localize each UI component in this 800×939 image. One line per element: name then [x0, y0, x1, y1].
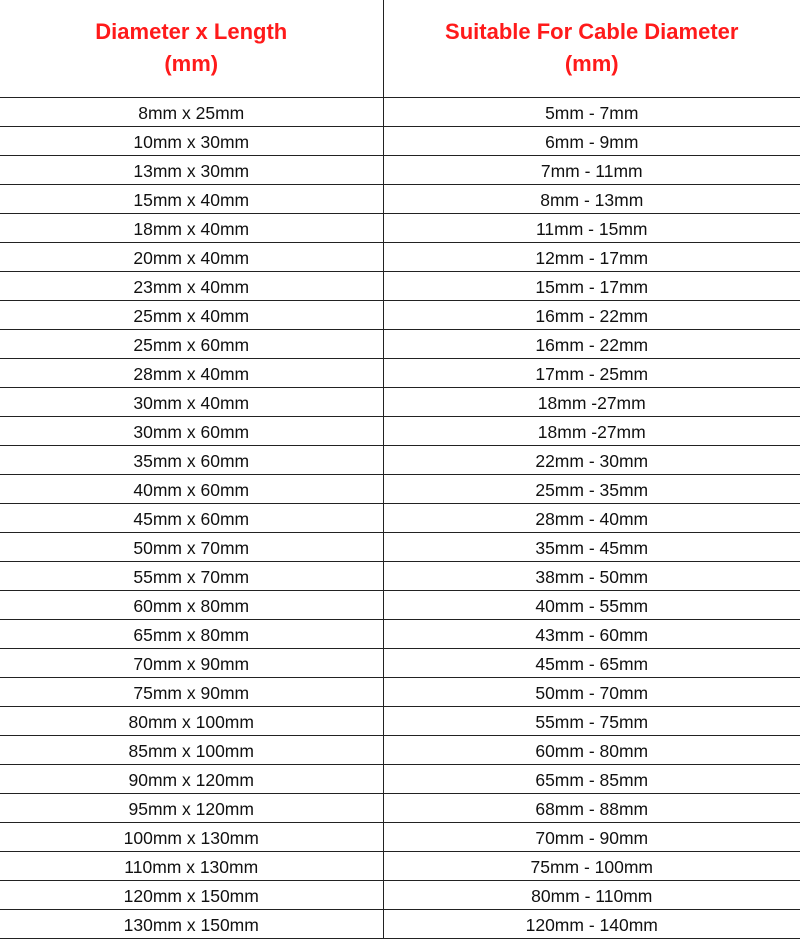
cell-diameter-length: 10mm x 30mm [0, 126, 383, 155]
cell-cable-diameter: 6mm - 9mm [383, 126, 800, 155]
cell-diameter-length: 100mm x 130mm [0, 822, 383, 851]
header-unit: (mm) [384, 48, 800, 80]
cell-cable-diameter: 35mm - 45mm [383, 532, 800, 561]
cell-cable-diameter: 70mm - 90mm [383, 822, 800, 851]
header-line: Diameter x Length [0, 16, 383, 48]
table-row [0, 590, 800, 619]
header-row [0, 0, 800, 97]
cell-diameter-length: 110mm x 130mm [0, 851, 383, 880]
cell-diameter-length: 20mm x 40mm [0, 242, 383, 271]
table-row [0, 358, 800, 387]
cell-cable-diameter: 38mm - 50mm [383, 561, 800, 590]
cell-cable-diameter: 60mm - 80mm [383, 735, 800, 764]
cell-diameter-length: 80mm x 100mm [0, 706, 383, 735]
table-row [0, 474, 800, 503]
table-row [0, 300, 800, 329]
table-row [0, 532, 800, 561]
table-row [0, 329, 800, 358]
cell-cable-diameter: 43mm - 60mm [383, 619, 800, 648]
table-row [0, 735, 800, 764]
cell-cable-diameter: 5mm - 7mm [383, 97, 800, 126]
cell-diameter-length: 25mm x 60mm [0, 329, 383, 358]
cell-diameter-length: 85mm x 100mm [0, 735, 383, 764]
table-row [0, 387, 800, 416]
table-row [0, 561, 800, 590]
cell-cable-diameter: 55mm - 75mm [383, 706, 800, 735]
table-row [0, 677, 800, 706]
cell-diameter-length: 30mm x 60mm [0, 416, 383, 445]
cell-cable-diameter: 80mm - 110mm [383, 880, 800, 909]
cell-cable-diameter: 12mm - 17mm [383, 242, 800, 271]
cell-cable-diameter: 25mm - 35mm [383, 474, 800, 503]
table-header [0, 0, 800, 97]
table-row [0, 619, 800, 648]
cell-cable-diameter: 65mm - 85mm [383, 764, 800, 793]
table-row [0, 126, 800, 155]
table-row [0, 648, 800, 677]
cell-diameter-length: 130mm x 150mm [0, 909, 383, 938]
cell-diameter-length: 90mm x 120mm [0, 764, 383, 793]
cell-diameter-length: 95mm x 120mm [0, 793, 383, 822]
cell-diameter-length: 23mm x 40mm [0, 271, 383, 300]
table-row [0, 155, 800, 184]
cell-cable-diameter: 7mm - 11mm [383, 155, 800, 184]
table-row [0, 271, 800, 300]
cell-cable-diameter: 45mm - 65mm [383, 648, 800, 677]
cell-diameter-length: 60mm x 80mm [0, 590, 383, 619]
cell-diameter-length: 120mm x 150mm [0, 880, 383, 909]
table-row [0, 184, 800, 213]
table-row [0, 880, 800, 909]
cell-cable-diameter: 28mm - 40mm [383, 503, 800, 532]
cell-cable-diameter: 16mm - 22mm [383, 300, 800, 329]
cell-diameter-length: 75mm x 90mm [0, 677, 383, 706]
table-row [0, 793, 800, 822]
header-cable-diameter [383, 0, 800, 97]
table-row [0, 764, 800, 793]
table-row [0, 445, 800, 474]
table-row [0, 822, 800, 851]
cell-cable-diameter: 16mm - 22mm [383, 329, 800, 358]
cell-diameter-length: 50mm x 70mm [0, 532, 383, 561]
table-row [0, 706, 800, 735]
cell-cable-diameter: 50mm - 70mm [383, 677, 800, 706]
cell-diameter-length: 55mm x 70mm [0, 561, 383, 590]
table-row [0, 416, 800, 445]
cell-diameter-length: 8mm x 25mm [0, 97, 383, 126]
cell-cable-diameter: 11mm - 15mm [383, 213, 800, 242]
table-row [0, 213, 800, 242]
table-row [0, 97, 800, 126]
cell-cable-diameter: 15mm - 17mm [383, 271, 800, 300]
cell-cable-diameter: 75mm - 100mm [383, 851, 800, 880]
cell-cable-diameter: 17mm - 25mm [383, 358, 800, 387]
table-row [0, 242, 800, 271]
table-row [0, 503, 800, 532]
cell-diameter-length: 65mm x 80mm [0, 619, 383, 648]
cell-diameter-length: 70mm x 90mm [0, 648, 383, 677]
cell-diameter-length: 40mm x 60mm [0, 474, 383, 503]
cell-cable-diameter: 68mm - 88mm [383, 793, 800, 822]
table-row [0, 851, 800, 880]
cell-diameter-length: 25mm x 40mm [0, 300, 383, 329]
cell-diameter-length: 30mm x 40mm [0, 387, 383, 416]
header-line: Suitable For Cable Diameter [384, 16, 800, 48]
header-unit: (mm) [0, 48, 383, 80]
cell-cable-diameter: 120mm - 140mm [383, 909, 800, 938]
cell-diameter-length: 18mm x 40mm [0, 213, 383, 242]
cell-diameter-length: 15mm x 40mm [0, 184, 383, 213]
table-row [0, 909, 800, 938]
cell-cable-diameter: 18mm -27mm [383, 416, 800, 445]
cell-diameter-length: 28mm x 40mm [0, 358, 383, 387]
table-body [0, 97, 800, 938]
cell-cable-diameter: 40mm - 55mm [383, 590, 800, 619]
cell-cable-diameter: 22mm - 30mm [383, 445, 800, 474]
cell-cable-diameter: 8mm - 13mm [383, 184, 800, 213]
cell-diameter-length: 13mm x 30mm [0, 155, 383, 184]
header-diameter-length [0, 0, 383, 97]
cell-diameter-length: 35mm x 60mm [0, 445, 383, 474]
cell-diameter-length: 45mm x 60mm [0, 503, 383, 532]
cell-cable-diameter: 18mm -27mm [383, 387, 800, 416]
